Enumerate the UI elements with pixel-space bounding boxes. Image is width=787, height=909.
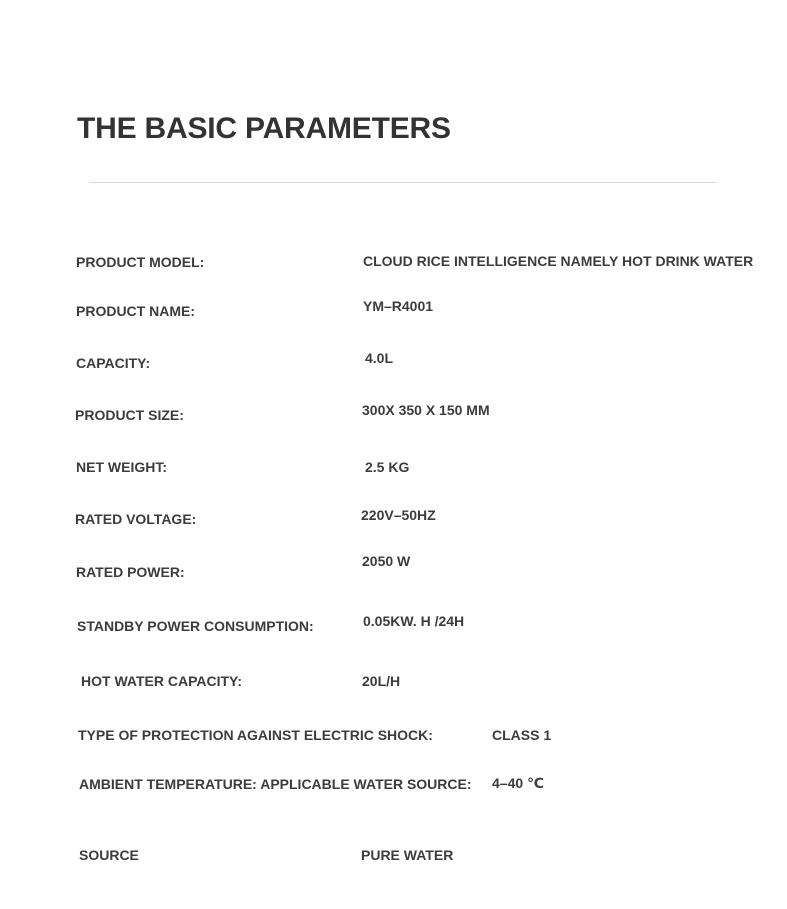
parameter-label: STANDBY POWER CONSUMPTION: — [77, 618, 314, 634]
parameter-value: 0.05KW. H /24H — [363, 613, 465, 629]
parameter-label: PRODUCT NAME: — [76, 303, 195, 319]
parameter-value: PURE WATER — [361, 847, 454, 863]
parameter-label: CAPACITY: — [76, 355, 151, 371]
page-title: THE BASIC PARAMETERS — [77, 112, 451, 145]
parameter-value: CLASS 1 — [492, 727, 552, 743]
parameter-value: 4.0L — [365, 350, 394, 366]
parameter-label: NET WEIGHT: — [76, 459, 167, 475]
parameter-label: RATED VOLTAGE: — [75, 511, 197, 527]
parameter-label: HOT WATER CAPACITY: — [81, 673, 242, 689]
parameter-value: 4–40 ℃ — [492, 775, 544, 791]
title-divider — [89, 182, 717, 183]
parameter-value: 300X 350 X 150 MM — [362, 402, 490, 418]
parameter-label: SOURCE — [79, 847, 139, 863]
parameter-label: TYPE OF PROTECTION AGAINST ELECTRIC SHOCK: — [78, 727, 433, 743]
parameter-label: RATED POWER: — [76, 564, 185, 580]
parameter-value: 20L/H — [362, 673, 401, 689]
parameter-value: 220V–50HZ — [361, 507, 436, 523]
parameter-label: AMBIENT TEMPERATURE: APPLICABLE WATER SOURCE: — [79, 776, 472, 792]
parameter-label: PRODUCT MODEL: — [76, 254, 205, 270]
parameter-value: 2.5 KG — [365, 459, 410, 475]
parameter-value: YM–R4001 — [363, 298, 434, 314]
parameter-value: CLOUD RICE INTELLIGENCE NAMELY HOT DRINK WATER — [363, 253, 754, 269]
parameter-label: PRODUCT SIZE: — [75, 407, 184, 423]
parameter-value: 2050 W — [362, 553, 411, 569]
